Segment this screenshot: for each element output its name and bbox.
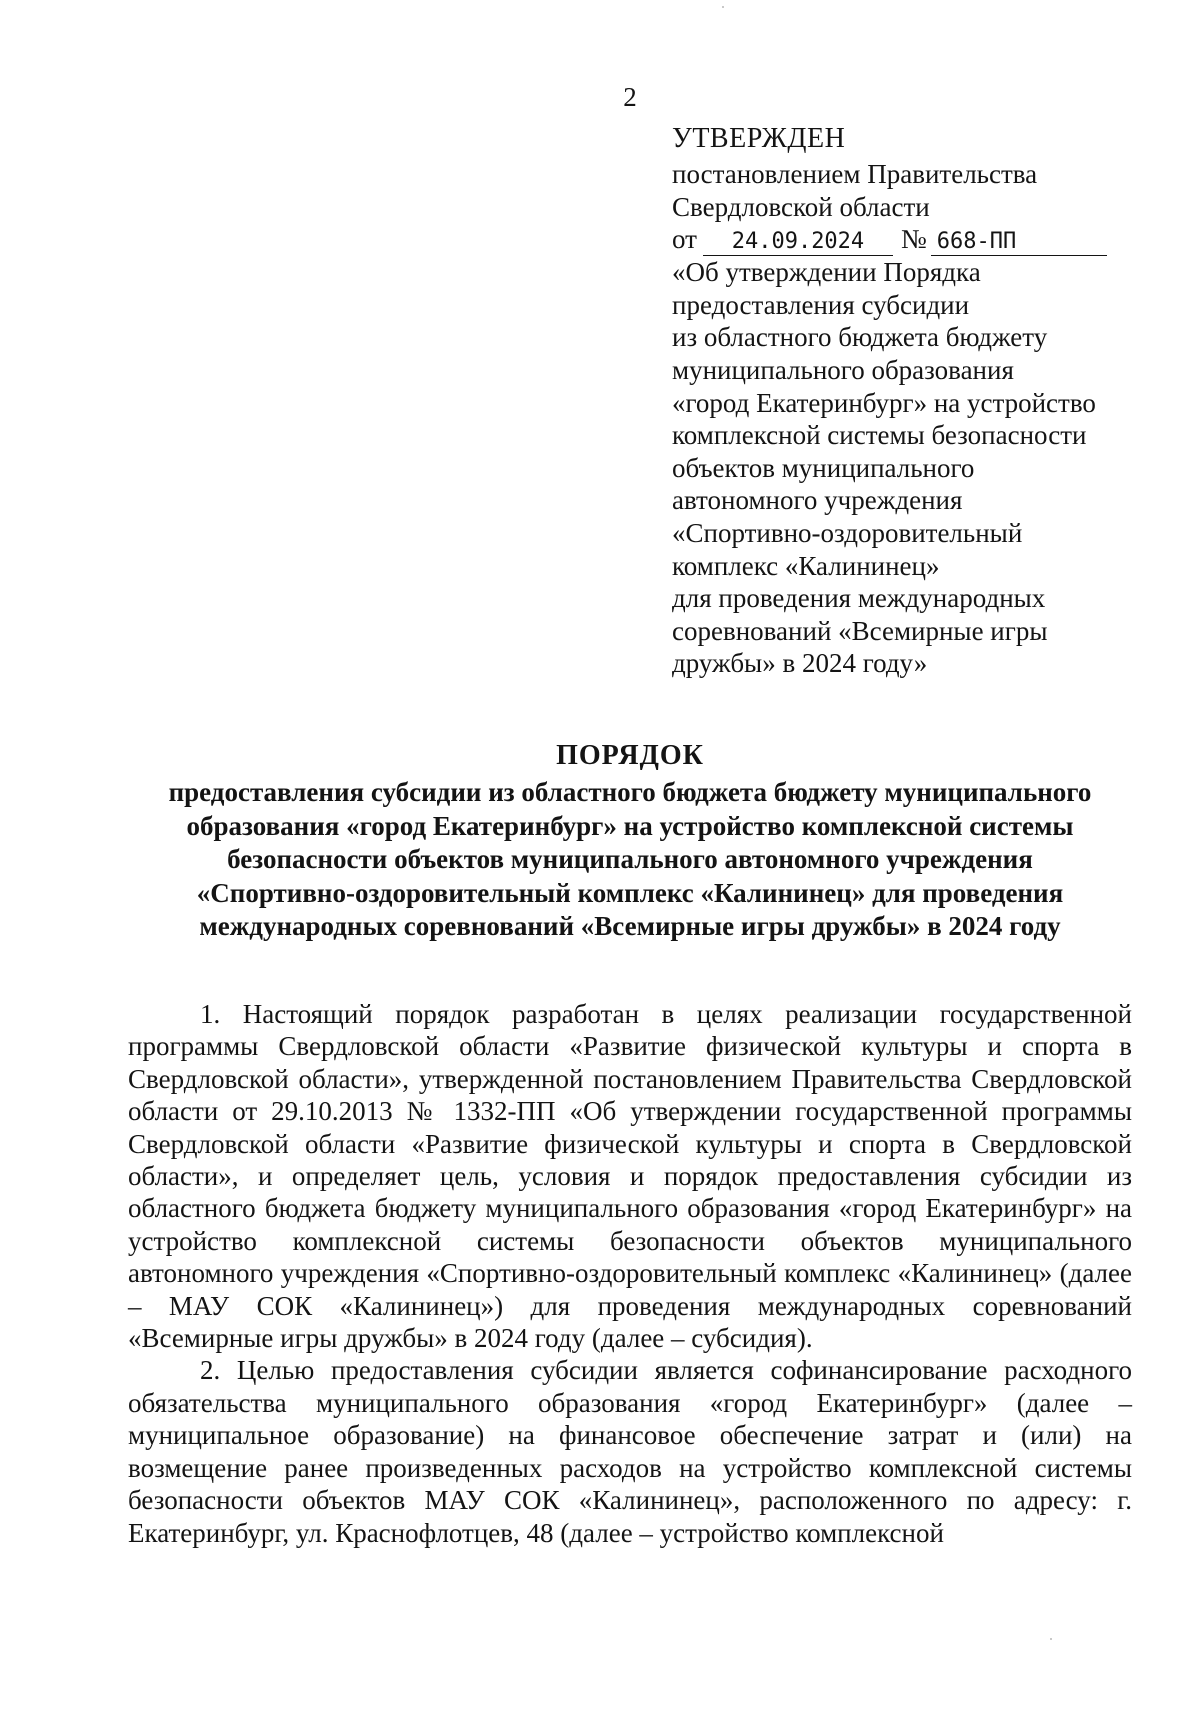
approval-subject-line: комплексной системы безопасности — [672, 420, 1087, 451]
approval-subject-line: комплекс «Калининец» — [672, 550, 940, 581]
approval-subject-line: «город Екатеринбург» на устройство — [672, 387, 1096, 418]
approval-date: 24.09.2024 — [703, 229, 893, 256]
approval-subject-line: «Спортивно-оздоровительный — [672, 517, 1023, 548]
paragraph-1: 1. Настоящий порядок разработан в целях реализации государственной программы Свердловской области «Развитие физической культуры и спорта в Свердловской области», утвержденной постановлением Правительства Свердловской области от 29.10.2013 № 1332-ПП «Об утверждении государственной программы Свердловской области «Развитие физической культуры и спорта в Свердловской области», и определяет цель, условия и порядок предоставления субсидии из областного бюджета бюджету муниципального образования «город Екатеринбург» на устройство комплексной системы безопасности объектов муниципального автономного учреждения «Спортивно-оздоровительный комплекс «Калининец» (далее – МАУ СОК «Калининец») для проведения международных соревнований «Всемирные игры дружбы» в 2024 году (далее – субсидия). — [128, 999, 1132, 1354]
approval-subject-line: для проведения международных — [672, 583, 1046, 614]
document-body — [128, 998, 1132, 1549]
from-label: от — [672, 224, 697, 255]
approval-line-1: постановлением Правительства — [672, 159, 1038, 189]
scan-speck — [1050, 1638, 1052, 1640]
approval-heading: УТВЕРЖДЕН — [672, 123, 846, 154]
number-sign: № — [900, 224, 927, 255]
approval-subject-line: автономного учреждения — [672, 485, 963, 516]
approval-subject-line: муниципального образования — [672, 354, 1014, 385]
approval-number: 668-ПП — [931, 229, 1107, 256]
title-main: ПОРЯДОК — [556, 740, 704, 771]
approval-subject-line: соревнований «Всемирные игры — [672, 615, 1048, 646]
title-sub-line: предоставления субсидии из областного бюджета бюджету муниципального — [168, 777, 1092, 807]
approval-line-2: Свердловской области — [672, 191, 930, 222]
approval-date-number-line — [672, 223, 1142, 256]
page-number: 2 — [623, 82, 637, 112]
approval-subject-line: из областного бюджета бюджету — [672, 322, 1048, 353]
approval-subject-line: объектов муниципального — [672, 452, 975, 483]
paragraph-2: 2. Целью предоставления субсидии является софинансирование расходного обязательства муниципального образования «город Екатеринбург» (далее – муниципальное образование) на финансовое обеспечение затрат и (или) на возмещение ранее произведенных расходов на устройство комплексной системы безопасности объектов МАУ СОК «Калининец», расположенного по адресу: г. Екатеринбург, ул. Краснофлотцев, 48 (далее – устройство комплексной — [128, 1355, 1132, 1548]
scan-speck — [722, 6, 724, 8]
approval-subject-line: дружбы» в 2024 году» — [672, 648, 928, 679]
title-sub-line: международных соревнований «Всемирные игры дружбы» в 2024 году — [199, 911, 1061, 941]
title-sub-line: образования «город Екатеринбург» на устройство комплексной системы — [186, 810, 1074, 841]
approval-subject-line: предоставления субсидии — [672, 289, 970, 320]
approval-block — [672, 120, 1142, 680]
title-sub-line: «Спортивно-оздоровительный комплекс «Калининец» для проведения — [196, 877, 1064, 908]
title-sub-line: безопасности объектов муниципального автономного учреждения — [227, 844, 1033, 874]
document-title — [130, 736, 1130, 944]
approval-subject-line: «Об утверждении Порядка — [672, 257, 981, 288]
